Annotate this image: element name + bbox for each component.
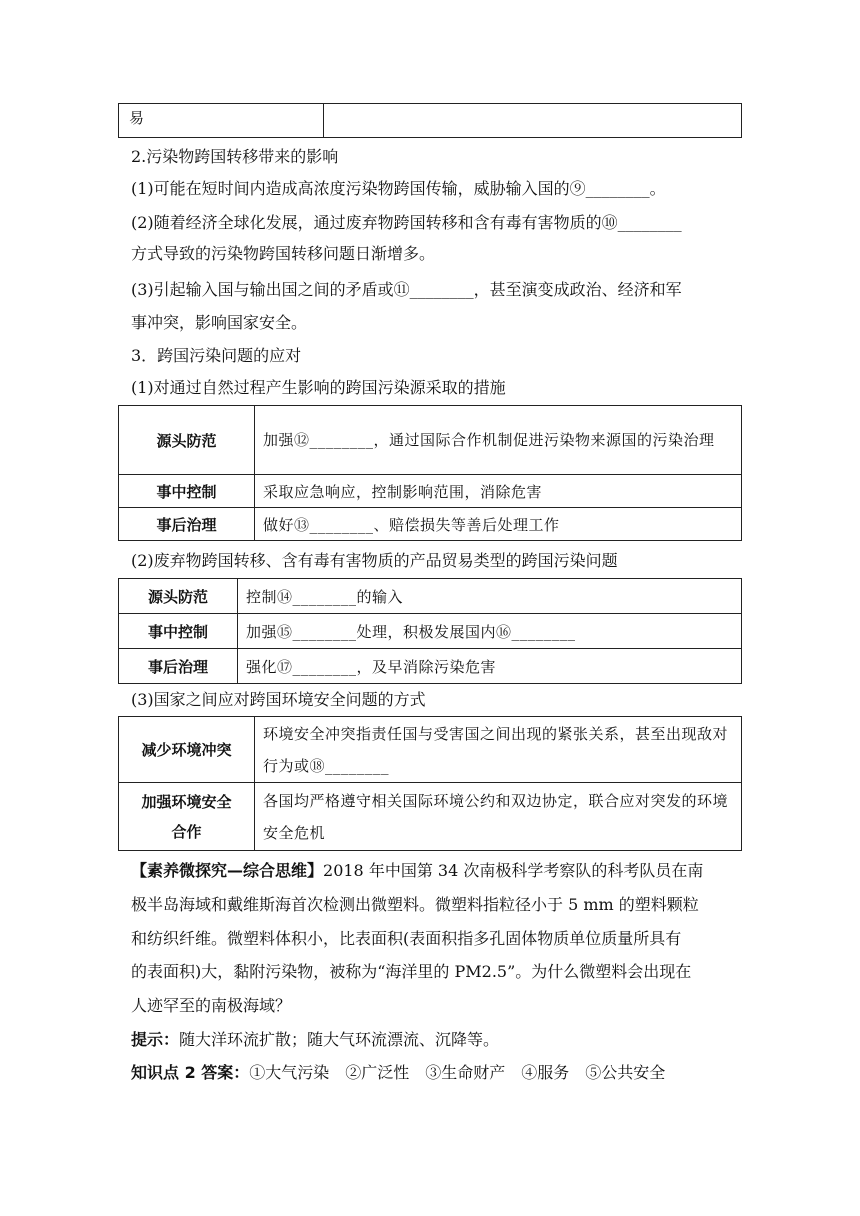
table2-text-during: 加强⑮________处理，积极发展国内⑯________ [238, 614, 742, 649]
inquiry-tag: 【素养微探究—综合思维】 [131, 861, 324, 880]
table3-text-cooperate: 各国均严格遵守相关国际环境公约和双边协定，联合应对突发的环境安全危机 [255, 783, 742, 851]
section2-p3b: 事冲突，影响国家安全。 [131, 313, 308, 332]
table1-text-source: 加强⑫________，通过国际合作机制促进污染物来源国的污染治理 [255, 406, 742, 475]
table2-label-after: 事后治理 [119, 649, 238, 684]
hint-text: 随大洋环流扩散；随大气环流漂流、沉降等。 [179, 1030, 500, 1049]
top-table [118, 103, 742, 138]
section2-p3a: (3)引起输入国与输出国之间的矛盾或⑪________，甚至演变成政治、经济和军 [131, 280, 682, 299]
section3-sub3: (3)国家之间应对跨国环境安全问题的方式 [131, 690, 426, 709]
inquiry-line2: 极半岛海域和戴维斯海首次检测出微塑料。微塑料指粒径小于 5 mm 的塑料颗粒 [131, 895, 699, 914]
inquiry-line5: 人迹罕至的南极海域？ [131, 996, 292, 1015]
measures-table-1 [118, 405, 742, 541]
hint-label: 提示： [131, 1030, 180, 1049]
inquiry-text-1: 2018 年中国第 34 次南极科学考察队的科考队员在南 [323, 861, 704, 880]
measures-table-3 [118, 716, 742, 851]
table1-text-after: 做好⑬________、赔偿损失等善后处理工作 [255, 508, 742, 541]
inquiry-line1 [131, 858, 703, 881]
measures-table-2 [118, 578, 742, 684]
section2-title: 2.污染物跨国转移带来的影响 [131, 147, 339, 166]
table3-text-reduce: 环境安全冲突指责任国与受害国之间出现的紧张关系，甚至出现敌对行为或⑱________ [255, 717, 742, 783]
table3-label-cooperate [119, 783, 255, 851]
section3-sub2: (2)废弃物跨国转移、含有毒有害物质的产品贸易类型的跨国污染问题 [131, 551, 618, 570]
section3-title: 3．跨国污染问题的应对 [131, 346, 302, 365]
answers-text: ①大气污染 ②广泛性 ③生命财产 ④服务 ⑤公共安全 [249, 1063, 666, 1082]
top-table-label: 易 [119, 104, 324, 138]
answers-label: 知识点 2 答案： [131, 1063, 250, 1082]
section2-p2a: (2)随着经济全球化发展，通过废弃物跨国转移和含有毒有害物质的⑩________ [131, 213, 682, 232]
table3-label-reduce: 减少环境冲突 [119, 717, 255, 783]
top-table-empty-cell [324, 104, 742, 138]
table1-label-source: 源头防范 [119, 406, 255, 475]
table1-label-after: 事后治理 [119, 508, 255, 541]
answers-line [131, 1060, 665, 1083]
table3-label-cooperate-line1: 加强环境安全 [141, 792, 232, 811]
inquiry-line3: 和纺织纤维。微塑料体积小，比表面积(表面积指多孔固体物质单位质量所具有 [131, 929, 682, 948]
section2-p1: (1)可能在短时间内造成高浓度污染物跨国传输，威胁输入国的⑨________。 [131, 179, 666, 198]
inquiry-line4: 的表面积)大，黏附污染物，被称为“海洋里的 PM2.5”。为什么微塑料会出现在 [131, 962, 692, 981]
section2-p2b: 方式导致的污染物跨国转移问题日渐增多。 [131, 244, 436, 263]
table1-text-during: 采取应急响应，控制影响范围，消除危害 [255, 475, 742, 508]
table1-label-during: 事中控制 [119, 475, 255, 508]
table2-label-source: 源头防范 [119, 579, 238, 614]
table2-text-source: 控制⑭________的输入 [238, 579, 742, 614]
table2-text-after: 强化⑰________，及早消除污染危害 [238, 649, 742, 684]
table2-label-during: 事中控制 [119, 614, 238, 649]
table3-label-cooperate-line2: 合作 [171, 822, 202, 841]
hint-line [131, 1027, 499, 1050]
section3-sub1: (1)对通过自然过程产生影响的跨国污染源采取的措施 [131, 378, 506, 397]
